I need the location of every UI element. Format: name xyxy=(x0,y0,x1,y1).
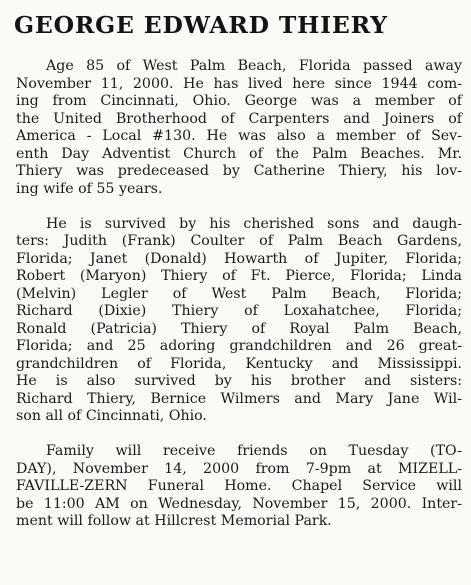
text-line: Ronald (Patricia) Thiery of Royal Palm Beach, xyxy=(16,320,462,337)
obituary-paragraph-survivors xyxy=(16,216,462,426)
text-line: November 11, 2000. He has lived here since 1944 com- xyxy=(16,75,462,92)
text-line: Robert (Maryon) Thiery of Ft. Pierce, Florida; Linda xyxy=(16,268,462,284)
text-line: (Melvin) Legler of West Palm Beach, Florida; xyxy=(16,285,462,302)
text-line: ing wife of 55 years. xyxy=(16,180,163,197)
text-line: Florida; and 25 adoring grandchildren and 26 great- xyxy=(16,338,462,354)
text-line: He is survived by his cherished sons and daugh- xyxy=(46,215,462,232)
text-line: son all of Cincinnati, Ohio. xyxy=(16,408,207,424)
text-line: He is also survived by his brother and sisters: xyxy=(16,373,462,389)
text-line: ters: Judith (Frank) Coulter of Palm Beach Gardens, xyxy=(16,233,462,249)
text-line: Florida; Janet (Donald) Howarth of Jupiter, Florida; xyxy=(16,250,462,267)
text-line: ing from Cincinnati, Ohio. George was a member of xyxy=(16,93,462,109)
text-line: FAVILLE-ZERN Funeral Home. Chapel Service will xyxy=(16,478,462,494)
obituary-body xyxy=(16,58,462,531)
obituary-paragraph-biography xyxy=(16,58,462,198)
paragraph-spacer xyxy=(16,426,462,444)
text-line: be 11:00 AM on Wednesday, November 15, 2000. Inter- xyxy=(16,495,462,512)
obituary-name-heading: GEORGE EDWARD THIERY xyxy=(14,11,388,39)
text-line: Thiery was predeceased by Catherine Thiery, his lov- xyxy=(16,163,462,179)
text-line: grandchildren of Florida, Kentucky and Mississippi. xyxy=(16,355,462,372)
text-line: the United Brotherhood of Carpenters and Joiners of xyxy=(16,110,462,127)
paragraph-spacer xyxy=(16,198,462,216)
text-line: Family will receive friends on Tuesday (TO- xyxy=(46,443,462,459)
obituary-paragraph-services xyxy=(16,443,462,531)
text-line: America - Local #130. He was also a member of Sev- xyxy=(16,128,462,144)
text-line: Richard (Dixie) Thiery of Loxahatchee, Florida; xyxy=(16,303,462,319)
text-line: DAY), November 14, 2000 from 7-9pm at MIZELL- xyxy=(16,460,462,477)
text-line: enth Day Adventist Church of the Palm Beaches. Mr. xyxy=(16,145,462,162)
text-line: Richard Thiery, Bernice Wilmers and Mary Jane Wil- xyxy=(16,390,462,407)
text-line: ment will follow at Hillcrest Memorial Park. xyxy=(16,513,332,529)
text-line: Age 85 of West Palm Beach, Florida passed away xyxy=(46,58,462,74)
